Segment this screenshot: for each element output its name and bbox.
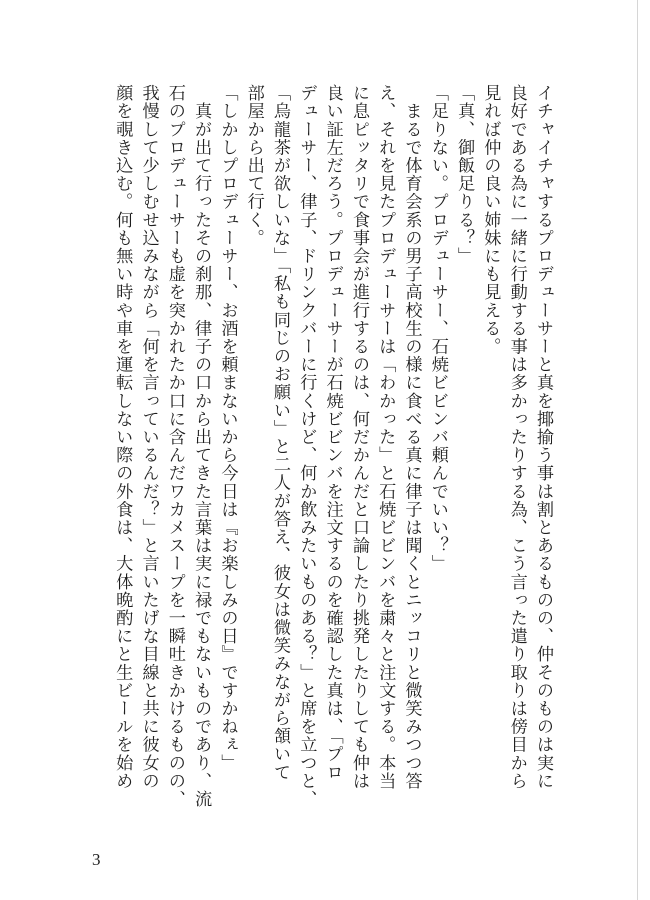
text-line: 石のプロデューサーも虚を突かれたか口に含んだワカメスープを一瞬吐きかけるものの、: [164, 84, 185, 808]
text-line: 見れば仲の良い姉妹にも見える。: [480, 84, 501, 356]
page-number: 3: [92, 850, 101, 869]
text-line: 「足りない。プロデューサー、石焼ビビンバ頼んでいい？」: [427, 84, 448, 573]
vertical-text-body: [109, 84, 556, 844]
text-line: 我慢して少しむせ込みながら「何を言っているんだ？」と言いたげな目線と共に彼女の: [138, 84, 159, 790]
text-line: 顔を覗き込む。何も無い時や車を運転しない際の外食は、大体晩酌にと生ビールを始め: [112, 84, 133, 790]
text-line: 部屋から出て行く。: [243, 84, 264, 247]
text-line: 「しかしプロデューサー、お酒を頼まないから今日は『お楽しみの日』ですかねぇ」: [217, 84, 238, 772]
text-line: に息ピッタリで食事会が進行するのは、何だかんだと口論したり挑発したりしても仲は: [348, 84, 369, 790]
text-line: 「烏龍茶が欲しいな」「私も同じのお願い」と二人が答え、彼女は微笑みながら頷いて: [270, 84, 291, 782]
text-line: デューサー、律子、ドリンクバーに行くけど、何か飲みたいものある？」と席を立つと、: [296, 84, 317, 808]
text-line: 良好である為に一緒に行動する事は多かったりする為、こう言った遣り取りは傍目から: [506, 84, 527, 790]
text-line: イチャイチャするプロデューサーと真を揶揄う事は割とあるものの、仲そのものは実に: [533, 84, 553, 790]
text-line: まるで体育会系の男子高校生の様に食べる真に律子は聞くとニッコリと微笑みつつ答: [401, 84, 422, 790]
text-line: え、それを見たプロデューサーは「わかった」と石焼ビビンバを粛々と注文する。本当: [375, 84, 396, 790]
text-line: 良い証左だろう。プロデューサーが石焼ビビンバを注文するのを確認した真は、「プロ: [322, 84, 343, 782]
text-line: 「真、御飯足りる？」: [454, 84, 475, 265]
text-line: 真が出て行ったその刹那、律子の口から出てきた言葉は実に禄でもないものであり、流: [191, 84, 212, 808]
page-edge-divider: [637, 0, 638, 900]
